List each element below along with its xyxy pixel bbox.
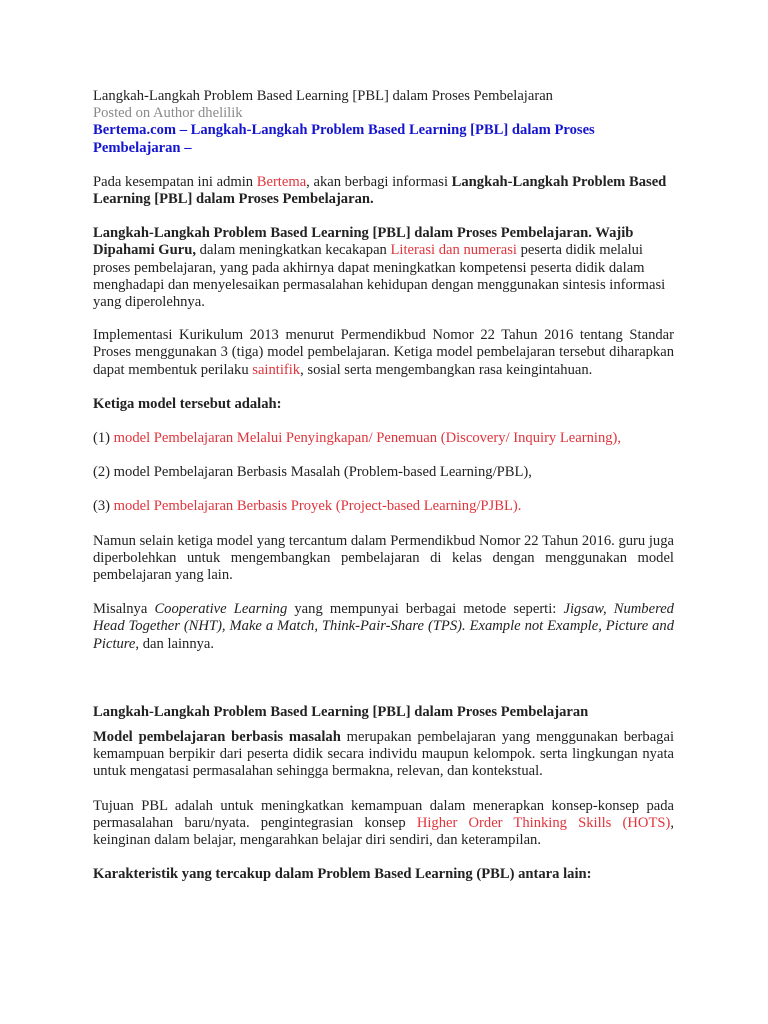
text: (3) bbox=[93, 498, 114, 515]
paragraph-implementasi bbox=[93, 327, 674, 379]
text: Implementasi Kurikulum 2013 menurut Permendikbud Nomor 22 Tahun 2016 tentang Standar Proses menggunakan 3 (tiga) model pembelajaran. Ketiga model pembelajaran tersebut diharapkan dapat membentuk perilaku bbox=[93, 327, 674, 378]
text: merupakan pembelajaran yang menggunakan berbagai kemampuan berpikir dari peserta didik secara individu maupun kelompok. serta lingkungan nyata untuk mengatasi permasalahan sehingga bermakna, relevan, dan kontekstual. bbox=[93, 729, 675, 780]
text: (1) bbox=[93, 430, 114, 447]
paragraph-misalnya bbox=[93, 601, 674, 653]
text: , dan lainnya. bbox=[135, 635, 215, 652]
text: Pada kesempatan ini admin bbox=[93, 173, 257, 190]
paragraph-namun: Namun selain ketiga model yang tercantum dalam Permendikbud Nomor 22 Tahun 2016. guru juga diperbolehkan untuk mengembangkan pembelajaran di kelas dengan menggunakan model pembelajaran yang lain. bbox=[93, 532, 674, 584]
text: yang mempunyai berbagai metode seperti: bbox=[287, 601, 564, 618]
bold-text: Ketiga model tersebut adalah: bbox=[93, 395, 282, 412]
text: peserta didik melalui proses pembelajaran, yang pada akhirnya dapat meningkatkan kompetensi peserta didik dalam menghadapi dan menyelesaikan permasalahan kehidupan dengan menggunakan sintesis informasi yang diperolehnya. bbox=[93, 242, 666, 311]
text: , sosial serta mengembangkan rasa keingintahuan. bbox=[300, 361, 593, 378]
intro-paragraph bbox=[93, 174, 674, 208]
paragraph-tujuan-pbl bbox=[93, 798, 674, 850]
paragraph-model-pembelajaran bbox=[93, 729, 674, 781]
document-title: Langkah-Langkah Problem Based Learning [PBL] dalam Proses Pembelajaran bbox=[93, 88, 553, 104]
section-heading bbox=[93, 704, 674, 721]
bold-text: Langkah-Langkah Problem Based Learning [PBL] dalam Proses Pembelajaran bbox=[93, 703, 589, 720]
subheading-ketiga-model bbox=[93, 396, 674, 413]
model-item-3 bbox=[93, 498, 674, 515]
bertema-link[interactable]: Bertema bbox=[256, 173, 307, 190]
hots-link[interactable]: Higher Order Thinking Skills (HOTS) bbox=[416, 814, 671, 831]
text: Tujuan PBL adalah untuk meningkatkan kemampuan dalam menerapkan konsep-konsep pada permasalahan baru/nyata. pengintegrasian konsep bbox=[93, 797, 674, 831]
saintifik-link[interactable]: saintifik bbox=[252, 361, 301, 378]
paragraph-wajib-dipahami bbox=[93, 225, 674, 311]
bertema-heading-link[interactable]: Bertema.com – Langkah-Langkah Problem Based Learning [PBL] dalam Proses Pembelajaran – bbox=[93, 122, 595, 156]
italic-text: Cooperative Learning bbox=[154, 601, 288, 618]
bold-text: Karakteristik yang tercakup dalam Problem Based Learning (PBL) antara lain: bbox=[93, 866, 592, 883]
text: , keinginan dalam belajar, mengarahkan belajar diri sendiri, dan keterampilan. bbox=[93, 814, 674, 849]
subheading-karakteristik bbox=[93, 866, 674, 883]
literasi-numerasi-link[interactable]: Literasi dan numerasi bbox=[390, 242, 517, 259]
italic-text: Jigsaw, Numbered Head Together (NHT), Make a Match, Think-Pair-Share (TPS). Example not Example, Picture and Picture bbox=[93, 601, 674, 652]
text: dalam meningkatkan kecakapan bbox=[196, 242, 391, 259]
discovery-learning-link[interactable]: model Pembelajaran Melalui Penyingkapan/ Penemuan (Discovery/ Inquiry Learning), bbox=[113, 430, 622, 447]
text: Misalnya bbox=[93, 601, 155, 618]
model-item-1 bbox=[93, 430, 674, 447]
project-based-learning-link[interactable]: model Pembelajaran Berbasis Proyek (Project-based Learning/PJBL). bbox=[113, 498, 522, 515]
text: , akan berbagi informasi bbox=[306, 173, 452, 190]
model-item-2: (2) model Pembelajaran Berbasis Masalah (Problem-based Learning/PBL), bbox=[93, 464, 532, 481]
posted-by-line[interactable]: Posted on Author dhelilik bbox=[93, 105, 243, 122]
bold-text: Langkah-Langkah Problem Based Learning [PBL] dalam Proses Pembelajaran. Wajib Dipahami Guru, bbox=[93, 225, 634, 259]
bold-text: Model pembelajaran berbasis masalah bbox=[93, 729, 341, 746]
bold-text: Langkah-Langkah Problem Based Learning [PBL] dalam Proses Pembelajaran. bbox=[93, 173, 667, 208]
